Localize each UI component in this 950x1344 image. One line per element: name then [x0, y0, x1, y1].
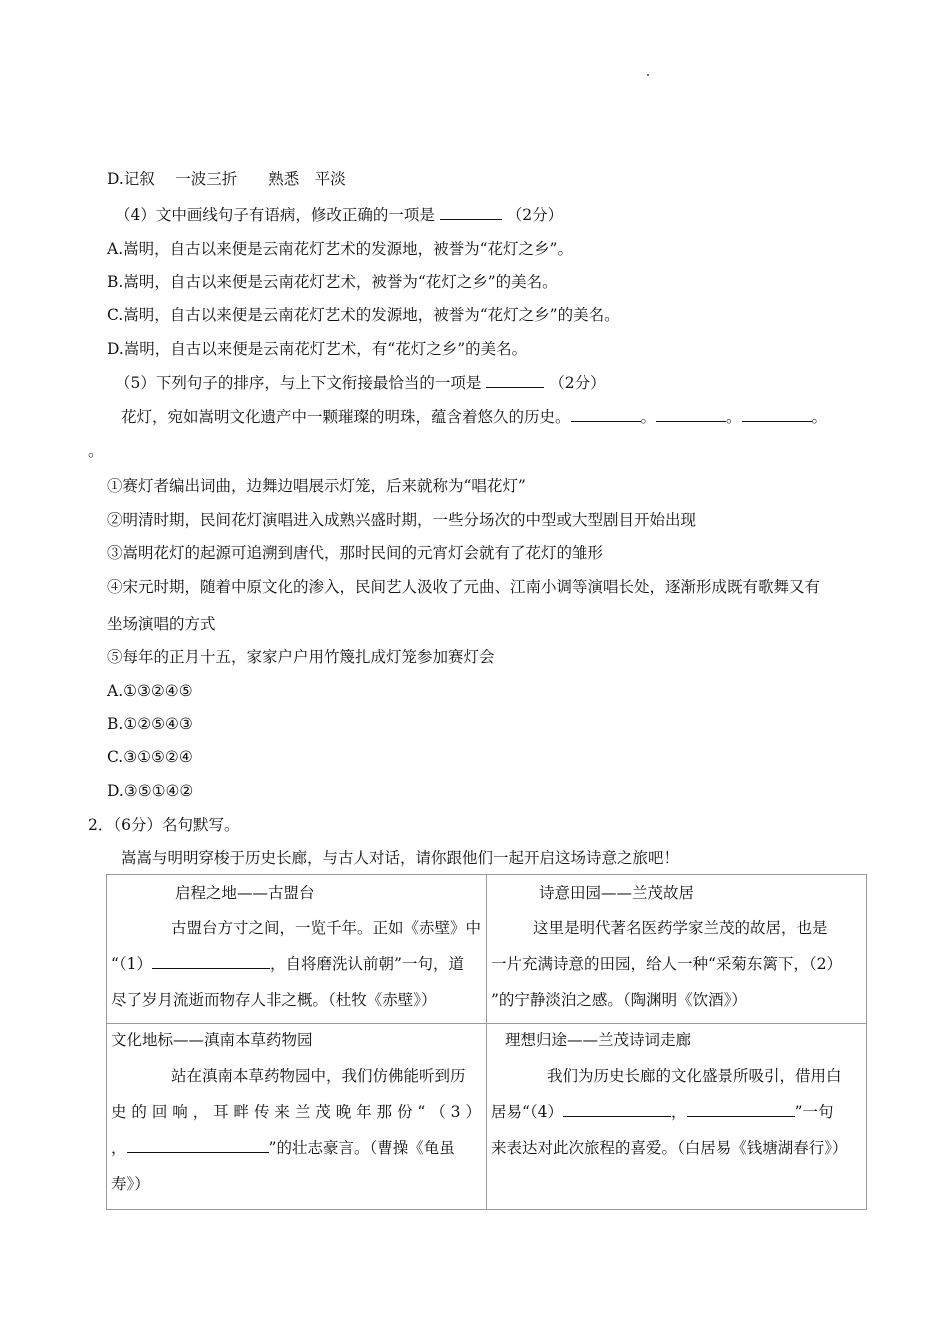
- cell-poetry-corridor: [487, 1024, 867, 1210]
- comma: ，: [111, 1139, 127, 1157]
- cell-line: 寿》）: [111, 1175, 150, 1193]
- passage-blank-1[interactable]: [571, 407, 641, 422]
- page-mark-dot: [647, 74, 649, 76]
- q5-trailing-period: 。: [88, 442, 104, 460]
- q5-sentence-2: ②明清时期，民间花灯演唱进入成熟兴盛时期，一些分场次的中型或大型剧目开始出现: [107, 511, 697, 529]
- q2-heading: [88, 815, 240, 835]
- cell-line: [491, 1102, 834, 1122]
- answer-blank-3[interactable]: [127, 1138, 269, 1153]
- passage-blank-3[interactable]: [742, 407, 812, 422]
- passage-blank-2[interactable]: [656, 407, 726, 422]
- cell-lanmao-residence: [487, 875, 867, 1024]
- question-number: 2．: [88, 816, 114, 834]
- cell-line: 尽了岁月流逝而物存人非之概。（杜牧《赤壁》）: [111, 991, 437, 1009]
- q4-option-a: A.嵩明，自古以来便是云南花灯艺术的发源地，被誉为“花灯之乡”。: [107, 240, 573, 258]
- cell-line: 一片充满诗意的田园，给人一种“采菊东篱下，（2）: [491, 955, 843, 973]
- cell-line: 来表达对此次旅程的喜爱。（白居易《钱塘湖春行》）: [491, 1139, 848, 1157]
- cell-title: 启程之地——古盟台: [175, 884, 315, 902]
- cell-line-tail: ”的壮志豪言。（曹操《龟虽: [268, 1139, 455, 1157]
- q4-option-d: D.嵩明，自古以来便是云南花灯艺术，有“花灯之乡”的美名。: [107, 340, 528, 358]
- cell-title: 理想归途——兰茂诗词走廊: [505, 1031, 692, 1049]
- cell-line-tail: ”一句: [794, 1103, 834, 1121]
- q5-stem-text: （5）下列句子的排序，与上下文衔接最恰当的一项是: [115, 374, 482, 392]
- blank-label-1: “（1）: [111, 955, 153, 973]
- q5-sentence-3: ③嵩明花灯的起源可追溯到唐代，那时民间的元宵灯会就有了花灯的雏形: [107, 544, 604, 562]
- cell-herb-garden: [107, 1024, 487, 1210]
- q5-sentence-5: ⑤每年的正月十五，家家户户用竹篾扎成灯笼参加赛灯会: [107, 648, 495, 666]
- q5-stem: [115, 373, 606, 393]
- cell-line: 史 的 回 响 ， 耳 畔 传 来 兰 茂 晚 年 那 份 “ （ 3 ）: [111, 1103, 481, 1121]
- q4-option-c: C.嵩明，自古以来便是云南花灯艺术的发源地，被誉为“花灯之乡”的美名。: [107, 306, 620, 324]
- cell-title: 诗意田园——兰茂故居: [539, 884, 695, 902]
- answer-blank-4a[interactable]: [563, 1102, 671, 1117]
- q5-option-d: D.③⑤①④②: [107, 782, 194, 800]
- cell-line: 站在滇南本草药物园中，我们仿佛能听到历: [171, 1067, 466, 1085]
- q4-option-b: B.嵩明，自古以来便是云南花灯艺术，被誉为“花灯之乡”的美名。: [107, 273, 558, 291]
- blank-label-4: 居易“（4）: [491, 1103, 564, 1121]
- answer-blank[interactable]: [486, 373, 544, 388]
- answer-blank[interactable]: [440, 205, 502, 220]
- cell-line: [111, 1138, 455, 1158]
- cell-line: [111, 954, 464, 974]
- answer-blank-4b[interactable]: [687, 1102, 795, 1117]
- q2-intro: 嵩嵩与明明穿梭于历史长廊，与古人对话，请你跟他们一起开启这场诗意之旅吧！: [121, 849, 680, 867]
- q5-option-a: A.①③②④⑤: [107, 682, 193, 700]
- q5-sentence-1: ①赛灯者编出词曲，边舞边唱展示灯笼，后来就称为“唱花灯”: [107, 477, 526, 495]
- q2-head-text: （6分）名句默写。: [113, 816, 240, 834]
- q5-score: （2分）: [549, 374, 606, 392]
- option-d-q3: D.记叙 一波三折 熟悉 平淡: [107, 170, 346, 188]
- q5-sentence-4-cont: 坐场演唱的方式: [107, 615, 216, 633]
- q4-stem: [115, 205, 563, 225]
- period: 。: [726, 408, 742, 426]
- q5-sentence-4: ④宋元时期，随着中原文化的渗入，民间艺人汲收了元曲、江南小调等演唱长处，逐渐形成既有歌舞又有: [107, 578, 821, 596]
- cell-line: ”的宁静淡泊之感。（陶渊明《饮酒》）: [491, 991, 747, 1009]
- cell-line: 我们为历史长廊的文化盛景所吸引，借用白: [547, 1067, 842, 1085]
- cell-gumengtai: [107, 875, 487, 1024]
- comma: ，: [671, 1103, 687, 1121]
- period: 。: [640, 408, 657, 426]
- q4-score: （2分）: [506, 206, 564, 224]
- poem-table: [106, 874, 867, 1210]
- q5-passage-text: 花灯，宛如嵩明文化遗产中一颗璀璨的明珠，蕴含着悠久的历史。: [121, 408, 571, 426]
- q5-option-c: C.③①⑤②④: [107, 748, 193, 766]
- q4-stem-text: （4）文中画线句子有语病，修改正确的一项是: [115, 206, 435, 224]
- cell-line: 古盟台方寸之间，一览千年。正如《赤壁》中: [171, 919, 482, 937]
- period: 。: [811, 408, 828, 426]
- cell-line: 这里是明代著名医药学家兰茂的故居，也是: [533, 919, 828, 937]
- q5-passage: [121, 407, 827, 427]
- cell-line-tail: ，自将磨洗认前朝”一句，道: [270, 955, 464, 973]
- cell-title: 文化地标——滇南本草药物园: [111, 1031, 313, 1049]
- answer-blank-1[interactable]: [152, 954, 270, 969]
- q5-option-b: B.①②⑤④③: [107, 715, 193, 733]
